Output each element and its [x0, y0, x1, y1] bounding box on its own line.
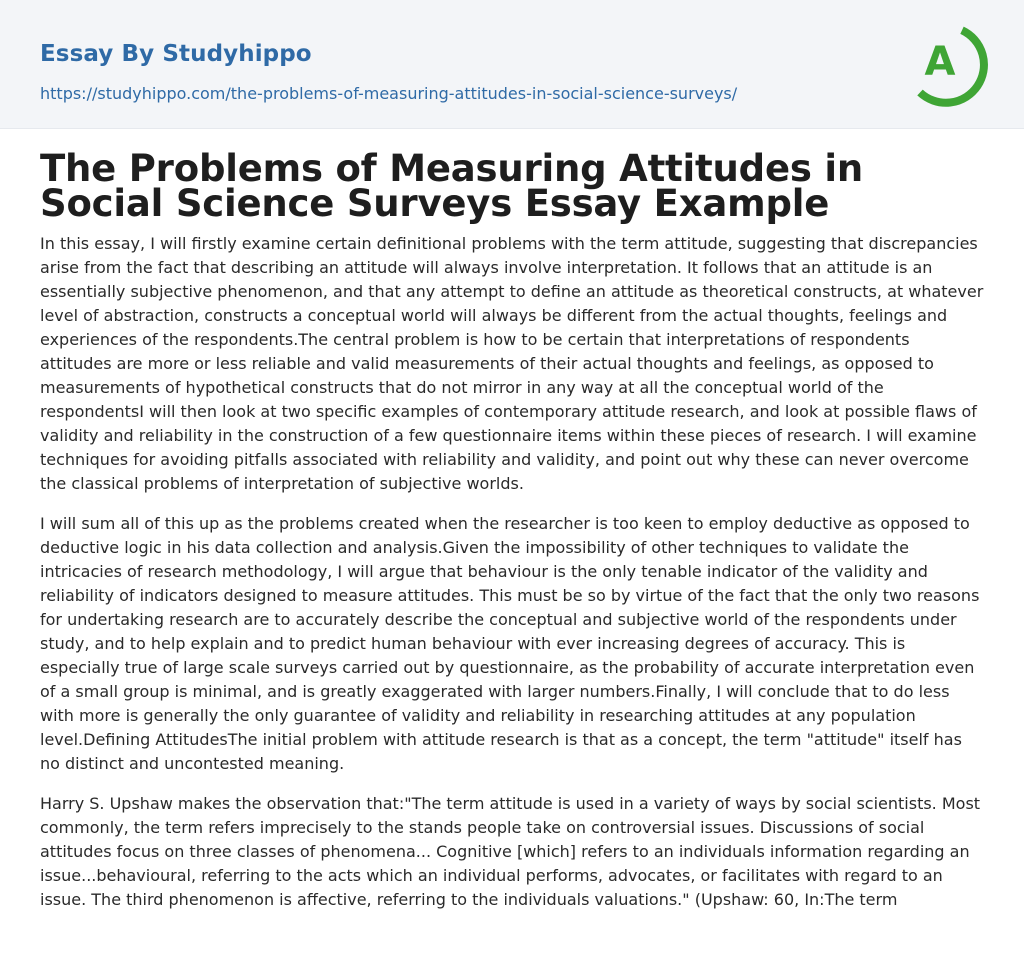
- site-header: [0, 0, 1024, 129]
- essay-paragraph-2: I will sum all of this up as the problems created when the researcher is too keen to employ deductive as opposed to deductive logic in his data collection and analysis.Given the impossibility of other techniques to validate the intricacies of research methodology, I will argue that behaviour is the only tenable indicator of the validity and reliability of indicators designed to measure attitudes. This must be so by virtue of the fact that the only two reasons for undertaking research are to accurately describe the conceptual and subjective world of the respondents under study, and to help explain and to predict human behaviour with ever increasing degrees of accuracy. This is especially true of large scale surveys carried out by questionnaire, as the probability of accurate interpretation even of a small group is minimal, and is greatly exaggerated with larger numbers.Finally, I will conclude that to do less with more is generally the only guarantee of validity and reliability in researching attitudes at any population level.Defining AttitudesThe initial problem with attitude research is that as a concept, the term "attitude" itself has no distinct and uncontested meaning.: [40, 514, 980, 773]
- page-title: The Problems of Measuring Attitudes in Social Science Surveys Essay Example: [40, 147, 863, 225]
- site-brand[interactable]: Essay By Studyhippo: [40, 41, 312, 67]
- logo-letter: A: [924, 39, 956, 85]
- studyhippo-logo-icon[interactable]: [898, 17, 988, 107]
- essay-paragraph-1: In this essay, I will firstly examine certain definitional problems with the term attitude, suggesting that discrepancies arise from the fact that describing an attitude will always involve interpretation. It follows that an attitude is an essentially subjective phenomenon, and that any attempt to define an attitude as theoretical constructs, at whatever level of abstraction, constructs a conceptual world will always be different from the actual thoughts, feelings and experiences of the respondents.The central problem is how to be certain that interpretations of respondents attitudes are more or less reliable and valid measurements of their actual thoughts and feelings, as opposed to measurements of hypothetical constructs that do not mirror in any way at all the conceptual world of the respondentsI will then look at two specific examples of contemporary attitude research, and look at possible flaws of validity and reliability in the construction of a few questionnaire items within these pieces of research. I will examine techniques for avoiding pitfalls associated with reliability and validity, and point out why these can never overcome the classical problems of interpretation of subjective worlds.: [40, 234, 984, 493]
- page-url-link[interactable]: https://studyhippo.com/the-problems-of-measuring-attitudes-in-social-science-surveys/: [40, 84, 738, 103]
- essay-paragraph-3: Harry S. Upshaw makes the observation that:"The term attitude is used in a variety of ways by social scientists. Most commonly, the term refers imprecisely to the stands people take on controversial issues. Discussions of social attitudes focus on three classes of phenomena... Cognitive [which] refers to an individuals information regarding an issue...behavioural, referring to the acts which an individual performs, advocates, or facilitates with regard to an issue. The third phenomenon is affective, referring to the individuals valuations." (Upshaw: 60, In:The term: [40, 794, 981, 909]
- article: [0, 129, 1024, 912]
